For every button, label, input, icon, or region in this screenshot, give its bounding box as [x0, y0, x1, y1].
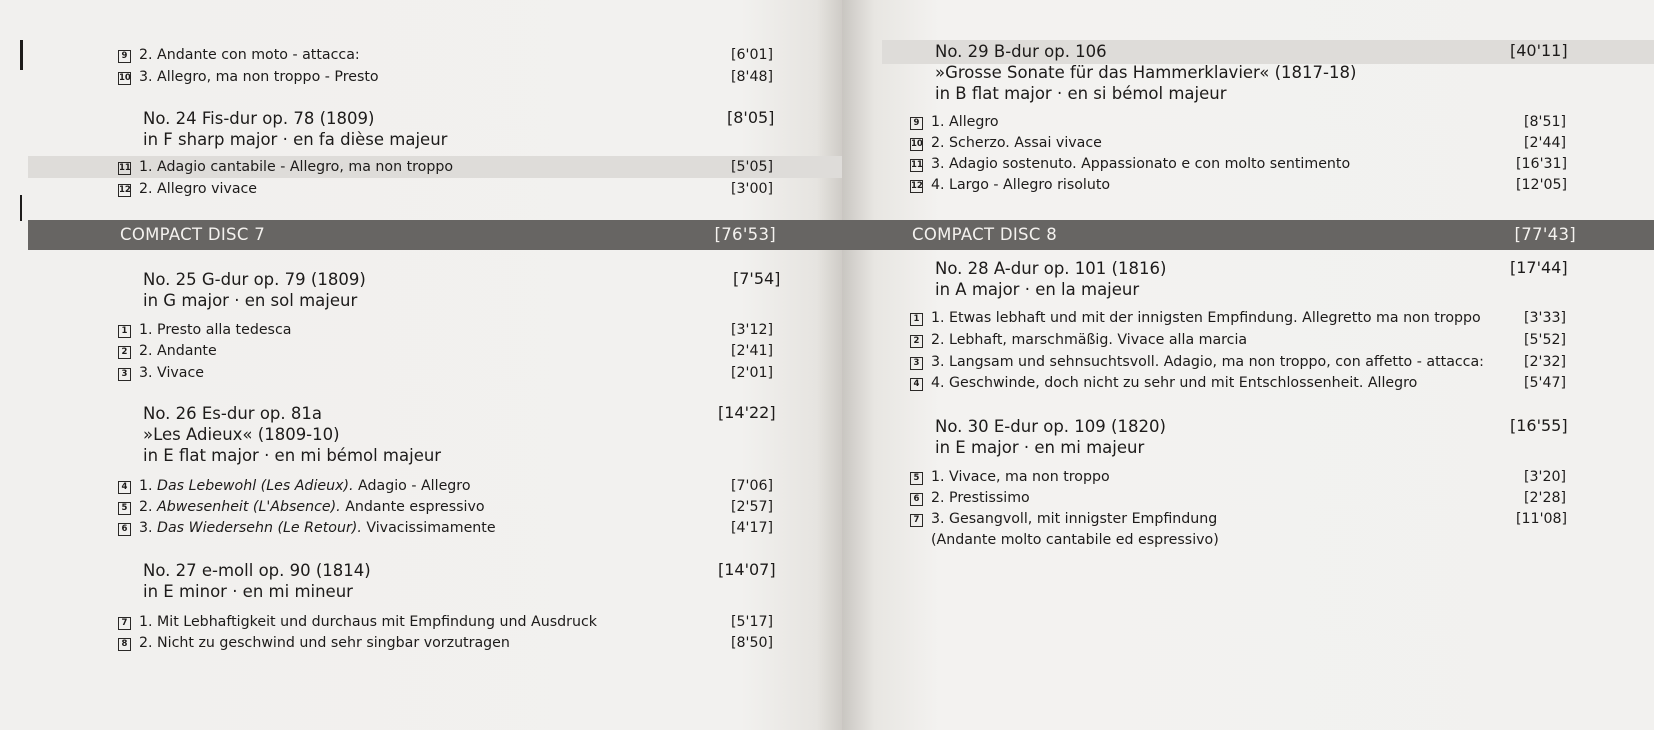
track-label: 2. Andante [139, 343, 217, 359]
track-label: 2. Prestissimo [931, 490, 1030, 506]
sonata-title: No. 28 A-dur op. 101 (1816) [935, 259, 1167, 278]
track-row [910, 488, 1030, 508]
track-row: 6 3. Das Wiedersehn (Le Retour). Vivacissimamente [118, 518, 496, 538]
track-row [910, 112, 999, 132]
track-duration: [11'08] [1516, 511, 1568, 527]
track-row [910, 133, 1102, 153]
track-label: 3. Langsam und sehnsuchtsvoll. Adagio, ma non troppo, con affetto - attacca: [931, 354, 1484, 370]
track-row [910, 154, 1350, 174]
track-duration: [16'31] [1516, 156, 1568, 172]
track-label-continued: (Andante molto cantabile ed espressivo) [931, 532, 1219, 548]
track-number-box: 7 [118, 617, 131, 630]
sonata-subtitle: in B flat major · en si bémol majeur [935, 84, 1227, 103]
track-duration: [5'05] [731, 159, 774, 175]
sonata-subtitle: in G major · en sol majeur [143, 291, 358, 310]
track-number-box: 4 [118, 481, 131, 494]
track-duration: [3'33] [1524, 310, 1567, 326]
track-label: 1. Allegro [931, 114, 999, 130]
track-number-box: 2 [910, 335, 923, 348]
track-row [118, 612, 597, 632]
track-duration: [5'47] [1524, 375, 1567, 391]
track-label: 1. Presto alla tedesca [139, 322, 292, 338]
track-duration: [2'28] [1524, 490, 1567, 506]
track-number-box: 3 [910, 357, 923, 370]
track-label: 1. Etwas lebhaft und mit der innigsten Empfindung. Allegretto ma non troppo [931, 310, 1481, 326]
track-number-box: 7 [910, 514, 923, 527]
sonata-title: No. 30 E-dur op. 109 (1820) [935, 417, 1166, 436]
track-duration: [2'57] [731, 499, 774, 515]
track-row [118, 341, 217, 361]
edge-mark [20, 40, 23, 70]
track-duration: [2'01] [731, 365, 774, 381]
sonata-subtitle: in E minor · en mi mineur [143, 582, 353, 601]
compact-disc-title: COMPACT DISC 8 [912, 225, 1057, 244]
sonata-nickname: »Grosse Sonate für das Hammerklavier« (1817-18) [935, 63, 1357, 82]
sonata-duration: [8'05] [727, 108, 775, 127]
track-number-box: 2 [118, 346, 131, 359]
track-number-box: 1 [910, 313, 923, 326]
compact-disc-title: COMPACT DISC 7 [120, 225, 265, 244]
track-number-box: 5 [910, 472, 923, 485]
right-page [842, 0, 1654, 730]
track-label: 1. Vivace, ma non troppo [931, 469, 1110, 485]
track-number-box: 4 [910, 378, 923, 391]
track-duration: [3'20] [1524, 469, 1567, 485]
track-row [118, 45, 360, 65]
track-number-box: 11 [911, 160, 923, 170]
track-row [118, 320, 291, 340]
track-number-box: 9 [910, 117, 923, 130]
sonata-duration: [17'44] [1510, 258, 1568, 277]
track-row [118, 67, 379, 87]
sonata-duration: [16'55] [1510, 416, 1568, 435]
track-duration: [2'41] [731, 343, 774, 359]
sonata-title: No. 27 e-moll op. 90 (1814) [143, 561, 371, 580]
track-duration: [8'48] [731, 69, 774, 85]
track-duration: [8'50] [731, 635, 774, 651]
sonata-subtitle: in A major · en la majeur [935, 280, 1140, 299]
sonata-subtitle: in F sharp major · en fa dièse majeur [143, 130, 448, 149]
track-duration: [8'51] [1524, 114, 1567, 130]
track-number-box: 5 [118, 502, 131, 515]
track-row [910, 330, 1247, 350]
track-number-box: 1 [118, 325, 131, 338]
track-duration: [7'06] [731, 478, 774, 494]
sonata-title: No. 24 Fis-dur op. 78 (1809) [143, 109, 375, 128]
track-number-box: 12 [119, 185, 131, 195]
track-duration: [12'05] [1516, 177, 1568, 193]
track-number-box: 8 [118, 638, 131, 651]
track-row: 5 2. Abwesenheit (L'Absence). Andante espressivo [118, 497, 485, 517]
sonata-duration: [14'07] [718, 560, 776, 579]
track-number-box: 10 [119, 73, 131, 83]
track-row [910, 467, 1110, 487]
sonata-subtitle: in E flat major · en mi bémol majeur [143, 446, 442, 465]
track-row [910, 509, 1217, 529]
edge-mark [20, 195, 22, 221]
track-row [118, 633, 510, 653]
track-label: 4. Largo - Allegro risoluto [931, 177, 1111, 193]
track-duration: [2'44] [1524, 135, 1567, 151]
track-label: 1. Adagio cantabile - Allegro, ma non troppo [139, 159, 454, 175]
sonata-nickname: »Les Adieux« (1809-10) [143, 425, 340, 444]
track-row [910, 352, 1484, 372]
track-label: 3. Adagio sostenuto. Appassionato e con molto sentimento [931, 156, 1351, 172]
track-duration: [3'00] [731, 181, 774, 197]
sonata-duration: [14'22] [718, 403, 776, 422]
sonata-subtitle: in E major · en mi majeur [935, 438, 1145, 457]
track-label: 3. Vivace [139, 365, 205, 381]
track-number-box: 6 [118, 523, 131, 536]
track-label: 3. Allegro, ma non troppo - Presto [139, 69, 379, 85]
track-label: 2. Lebhaft, marschmäßig. Vivace alla marcia [931, 332, 1248, 348]
track-row [118, 179, 257, 199]
sonata-duration: [40'11] [1510, 41, 1568, 60]
track-number-box: 11 [119, 163, 131, 173]
track-number-box: 12 [911, 181, 923, 191]
track-row [910, 373, 1417, 393]
track-label: 2. Andante con moto - attacca: [139, 47, 360, 63]
compact-disc-duration: [77'43] [1514, 225, 1576, 244]
track-row [910, 308, 1481, 328]
track-label: 1. Mit Lebhaftigkeit und durchaus mit Empfindung und Ausdruck [139, 614, 597, 630]
track-number-box: 6 [910, 493, 923, 506]
track-label: 4. Geschwinde, doch nicht zu sehr und mit Entschlossenheit. Allegro [931, 375, 1418, 391]
track-number-box: 10 [911, 139, 923, 149]
track-label: 2. Scherzo. Assai vivace [931, 135, 1102, 151]
compact-disc-duration: [76'53] [714, 225, 776, 244]
track-number-box: 9 [118, 50, 131, 63]
compact-disc-header [28, 220, 842, 250]
track-row [118, 363, 204, 383]
track-number-box: 3 [118, 368, 131, 381]
track-duration: [2'32] [1524, 354, 1567, 370]
sonata-title: No. 29 B-dur op. 106 [935, 42, 1107, 61]
compact-disc-header [842, 220, 1654, 250]
track-duration: [3'12] [731, 322, 774, 338]
sonata-duration: [7'54] [733, 269, 781, 288]
track-duration: [4'17] [731, 520, 774, 536]
track-label: 2. Nicht zu geschwind und sehr singbar vorzutragen [139, 635, 510, 651]
sonata-title: No. 25 G-dur op. 79 (1809) [143, 270, 366, 289]
track-duration: [5'17] [731, 614, 774, 630]
track-row [910, 175, 1110, 195]
sonata-title: No. 26 Es-dur op. 81a [143, 404, 322, 423]
track-duration: [5'52] [1524, 332, 1567, 348]
track-row: 4 1. Das Lebewohl (Les Adieux). Adagio - Allegro [118, 476, 471, 496]
track-label: 2. Allegro vivace [139, 181, 258, 197]
track-duration: [6'01] [731, 47, 774, 63]
track-row [118, 157, 453, 177]
track-label: 3. Gesangvoll, mit innigster Empfindung [931, 511, 1218, 527]
